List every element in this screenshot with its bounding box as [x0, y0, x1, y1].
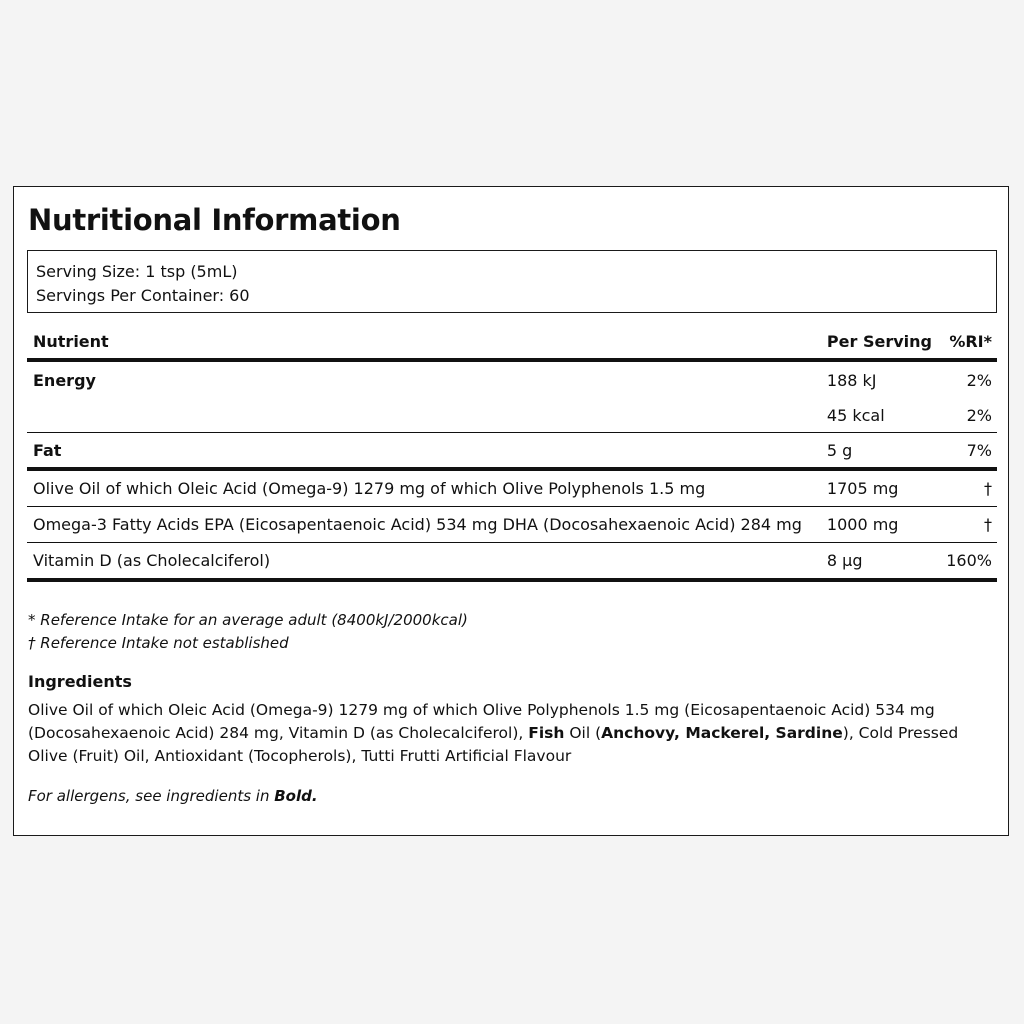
ingredients-text: [28, 699, 990, 768]
nutrient-ri: †: [940, 507, 997, 543]
energy-kcal-ri: 2%: [940, 398, 997, 433]
energy-kcal-value: 45 kcal: [821, 398, 940, 433]
nutrient-ri: †: [940, 469, 997, 507]
table-row: [27, 543, 997, 581]
table-header-row: [27, 324, 997, 360]
ri-footnote: * Reference Intake for an average adult (8400kJ/2000kcal): [28, 611, 468, 629]
dagger-footnote: † Reference Intake not established: [28, 634, 289, 652]
ingredients-part-2: Oil (: [564, 724, 602, 742]
allergen-species: Anchovy, Mackerel, Sardine: [601, 724, 843, 742]
table-row-energy-kj: [27, 360, 997, 398]
fat-value: 5 g: [821, 433, 940, 470]
energy-kj-ri: 2%: [966, 370, 992, 390]
table-row: [27, 507, 997, 543]
header-nutrient: Nutrient: [27, 324, 821, 360]
nutrient-value: 1705 mg: [821, 469, 940, 507]
ingredients-part-1: Olive Oil of which Oleic Acid (Omega-9) 1279 mg of which Olive Polyphenols 1.5 mg (Eicosapentaenoic Acid) 534 mg (Docosahexaenoic Acid) 284 mg, Vitamin D (as Cholecalciferol),: [28, 701, 935, 742]
serving-size: Serving Size: 1 tsp (5mL): [36, 262, 238, 281]
nutrient-name-energy: Energy: [33, 370, 96, 390]
servings-per-container: Servings Per Container: 60: [36, 286, 250, 305]
header-ri: %RI*: [940, 324, 997, 360]
empty-cell: [27, 398, 821, 433]
table-row: [27, 469, 997, 507]
allergen-fish: Fish: [528, 724, 565, 742]
nutrient-name: Vitamin D (as Cholecalciferol): [27, 543, 821, 581]
nutrition-panel: [13, 186, 1009, 836]
nutrient-name: Olive Oil of which Oleic Acid (Omega-9) 1279 mg of which Olive Polyphenols 1.5 mg: [27, 469, 821, 507]
nutrient-name-fat: Fat: [27, 433, 821, 470]
nutrient-value: 8 µg: [821, 543, 940, 581]
header-per-serving: Per Serving: [821, 324, 940, 360]
allergen-note-bold: Bold.: [274, 787, 318, 805]
allergen-note-prefix: For allergens, see ingredients in: [28, 787, 275, 805]
serving-info-box: [27, 250, 997, 313]
panel-title: Nutritional Information: [28, 203, 401, 237]
fat-ri: 7%: [940, 433, 997, 470]
table-row-energy-kcal: [27, 398, 997, 433]
table-row-fat: [27, 433, 997, 470]
allergen-note: [28, 787, 318, 805]
nutrient-name: Omega-3 Fatty Acids EPA (Eicosapentaenoic Acid) 534 mg DHA (Docosahexaenoic Acid) 284 mg: [27, 507, 821, 543]
footnotes: [28, 609, 468, 655]
nutrient-ri: 160%: [940, 543, 997, 581]
nutrient-value: 1000 mg: [821, 507, 940, 543]
energy-kj-value: 188 kJ: [826, 370, 877, 390]
ingredients-part-3: ), Cold Pressed Olive (Fruit) Oil, Antioxidant (Tocopherols), Tutti Frutti Artificial Flavour: [28, 724, 959, 765]
ingredients-heading: Ingredients: [28, 672, 132, 691]
nutrition-table: [27, 324, 997, 582]
